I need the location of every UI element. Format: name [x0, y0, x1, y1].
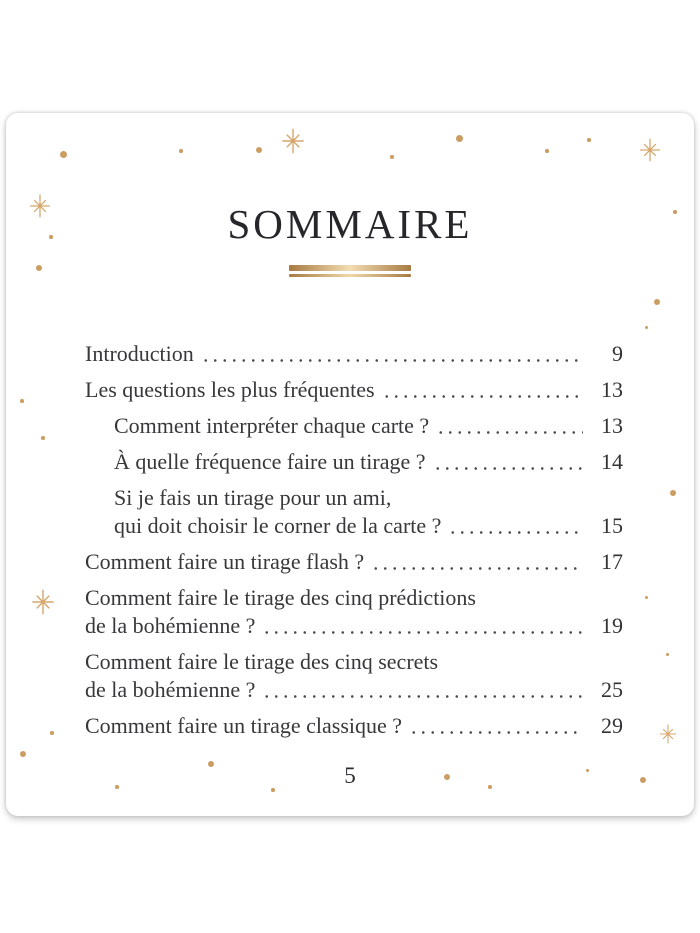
dot-leader	[262, 676, 583, 704]
toc-entry-label: Introduction	[85, 341, 194, 366]
toc-entry-line	[85, 448, 623, 476]
toc-entry-label: Comment faire le tirage des cinq prédictions	[85, 585, 476, 610]
toc-entry	[85, 484, 623, 540]
toc-entry-label: de la bohémienne ?	[85, 677, 256, 702]
gold-dot	[36, 265, 43, 272]
toc-entry-line	[85, 712, 623, 740]
sparkle-star-icon	[280, 128, 306, 159]
toc-entry-line	[85, 548, 623, 576]
toc-entry	[85, 376, 623, 404]
toc-entry	[85, 584, 623, 640]
dot-leader	[448, 512, 583, 540]
gold-dot	[60, 151, 67, 158]
gold-dot	[545, 149, 549, 153]
toc-entry-label: Si je fais un tirage pour un ami,	[114, 485, 392, 510]
toc-page-number: 19	[601, 613, 623, 638]
dot-leader	[409, 712, 583, 740]
toc-page-number: 17	[601, 549, 623, 574]
dot-leader	[201, 340, 583, 368]
toc-entry-label: Comment faire un tirage flash ?	[85, 549, 365, 574]
toc-entry-line	[85, 512, 623, 540]
gold-dot	[456, 135, 463, 142]
toc-page-number: 13	[601, 377, 623, 402]
toc-entry-label: qui doit choisir le corner de la carte ?	[114, 513, 442, 538]
toc-entry-label: À quelle fréquence faire un tirage ?	[114, 449, 426, 474]
table-of-contents	[85, 340, 623, 748]
gold-dot	[666, 653, 669, 656]
toc-entry-label: Comment interpréter chaque carte ?	[114, 413, 430, 438]
toc-page-number: 14	[601, 449, 623, 474]
toc-entry	[85, 712, 623, 740]
toc-page-number: 15	[601, 513, 623, 538]
book-page	[6, 113, 694, 816]
divider-bar-thick	[289, 265, 411, 271]
gold-dot	[645, 326, 648, 329]
toc-entry	[85, 448, 623, 476]
dot-leader	[433, 448, 584, 476]
toc-page-number: 25	[601, 677, 623, 702]
toc-entry-line	[85, 676, 623, 704]
gold-dot	[20, 751, 27, 758]
gold-dot	[390, 155, 394, 159]
dot-leader	[436, 412, 583, 440]
gold-dot	[256, 147, 263, 154]
dot-leader	[371, 548, 583, 576]
toc-entry	[85, 648, 623, 704]
toc-entry	[85, 340, 623, 368]
toc-entry-label: de la bohémienne ?	[85, 613, 256, 638]
toc-entry-line	[85, 376, 623, 404]
toc-page-number: 13	[601, 413, 623, 438]
divider-bar-thin	[289, 274, 411, 277]
toc-entry-line	[85, 648, 623, 676]
dot-leader	[382, 376, 583, 404]
toc-entry-line	[85, 584, 623, 612]
toc-page-number: 9	[612, 341, 623, 366]
gold-dot	[645, 596, 648, 599]
toc-entry-line	[85, 412, 623, 440]
toc-entry-line	[85, 340, 623, 368]
gold-dot	[179, 149, 183, 153]
toc-entry-label: Les questions les plus fréquentes	[85, 377, 375, 402]
toc-entry-line	[85, 484, 623, 512]
toc-entry-line	[85, 612, 623, 640]
gold-dot	[50, 731, 54, 735]
toc-page-number: 29	[601, 713, 623, 738]
sparkle-star-icon	[658, 724, 678, 749]
gold-dot	[587, 138, 591, 142]
sparkle-star-icon	[638, 138, 662, 167]
toc-entry	[85, 548, 623, 576]
page-number: 5	[344, 763, 356, 788]
title-divider	[289, 265, 411, 277]
gold-dot	[41, 436, 45, 440]
toc-entry-label: Comment faire un tirage classique ?	[85, 713, 403, 738]
sparkle-star-icon	[30, 589, 56, 620]
page-title: SOMMAIRE	[227, 201, 473, 247]
gold-dot	[20, 399, 24, 403]
toc-entry-label: Comment faire le tirage des cinq secrets	[85, 649, 439, 674]
gold-dot	[670, 490, 677, 497]
gold-dot	[654, 299, 661, 306]
toc-entry	[85, 412, 623, 440]
dot-leader	[262, 612, 583, 640]
